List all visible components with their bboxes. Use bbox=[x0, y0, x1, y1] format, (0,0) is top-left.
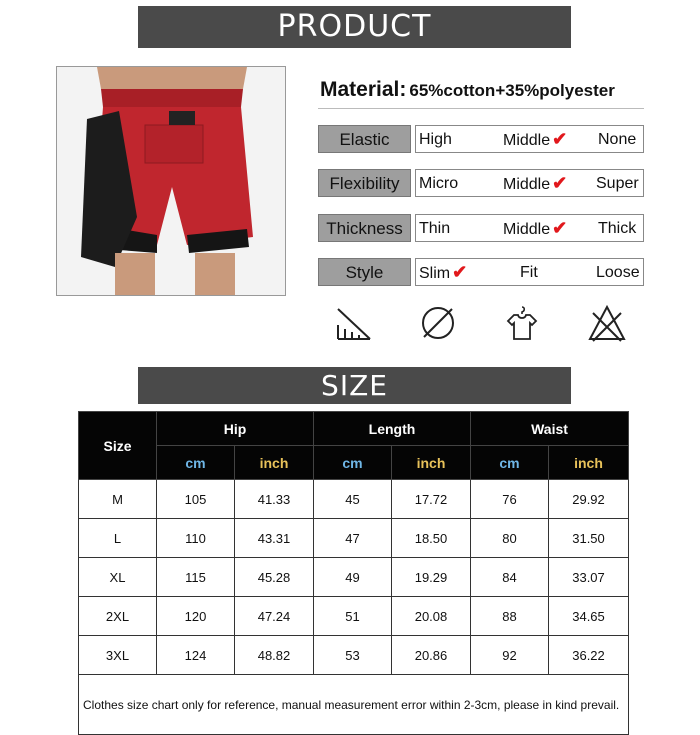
material-line bbox=[320, 78, 615, 102]
option-label: Middle bbox=[503, 176, 551, 193]
table-cell: 49 bbox=[314, 558, 392, 597]
table-cell: 41.33 bbox=[235, 480, 314, 519]
material-label: Material: bbox=[320, 78, 407, 101]
table-cell: 47.24 bbox=[235, 597, 314, 636]
do-not-iron-icon bbox=[587, 303, 627, 343]
option-middle bbox=[503, 215, 567, 243]
table-row bbox=[79, 558, 629, 597]
option-thick: Thick bbox=[598, 220, 637, 237]
table-cell: M bbox=[79, 480, 157, 519]
attr-label-style: Style bbox=[318, 258, 411, 286]
table-cell: 17.72 bbox=[392, 480, 471, 519]
unit-header: inch bbox=[392, 446, 471, 480]
unit-header: inch bbox=[549, 446, 629, 480]
table-cell: 124 bbox=[157, 636, 235, 675]
table-cell: 20.86 bbox=[392, 636, 471, 675]
unit-header: inch bbox=[235, 446, 314, 480]
attr-label-elastic: Elastic bbox=[318, 125, 411, 153]
option-middle bbox=[503, 126, 567, 154]
check-icon: ✔ bbox=[552, 129, 568, 149]
option-thin: Thin bbox=[419, 220, 451, 237]
check-icon: ✔ bbox=[552, 218, 568, 238]
table-cell: 120 bbox=[157, 597, 235, 636]
option-slim bbox=[419, 259, 467, 287]
table-cell: 45 bbox=[314, 480, 392, 519]
attr-row-elastic bbox=[318, 125, 644, 153]
attr-label-flexibility: Flexibility bbox=[318, 169, 411, 197]
attr-label-thickness: Thickness bbox=[318, 214, 411, 242]
table-cell: 105 bbox=[157, 480, 235, 519]
option-super: Super bbox=[596, 175, 639, 192]
table-cell: 29.92 bbox=[549, 480, 629, 519]
attr-options-style bbox=[415, 258, 644, 286]
table-cell: 88 bbox=[471, 597, 549, 636]
table-cell: 2XL bbox=[79, 597, 157, 636]
do-not-bleach-icon bbox=[418, 303, 458, 343]
table-cell: 110 bbox=[157, 519, 235, 558]
table-row bbox=[79, 519, 629, 558]
check-icon: ✔ bbox=[452, 262, 468, 282]
table-cell: 53 bbox=[314, 636, 392, 675]
divider bbox=[318, 108, 644, 109]
option-high: High bbox=[419, 131, 452, 148]
tumble-dry-icon bbox=[334, 303, 374, 343]
attr-options-elastic bbox=[415, 125, 644, 153]
table-cell: 3XL bbox=[79, 636, 157, 675]
table-cell: 80 bbox=[471, 519, 549, 558]
attr-row-flexibility bbox=[318, 169, 644, 197]
product-banner: PRODUCT bbox=[138, 6, 571, 48]
table-cell: 84 bbox=[471, 558, 549, 597]
size-header: Size bbox=[79, 412, 157, 480]
table-cell: 18.50 bbox=[392, 519, 471, 558]
table-cell: 20.08 bbox=[392, 597, 471, 636]
table-row bbox=[79, 636, 629, 675]
size-banner: SIZE bbox=[138, 367, 571, 404]
product-photo bbox=[56, 66, 286, 296]
table-cell: 48.82 bbox=[235, 636, 314, 675]
table-cell: 33.07 bbox=[549, 558, 629, 597]
shorts-illustration bbox=[57, 67, 285, 295]
length-header: Length bbox=[314, 412, 471, 446]
option-fit: Fit bbox=[520, 264, 538, 281]
attr-options-flexibility bbox=[415, 169, 644, 197]
table-cell: 31.50 bbox=[549, 519, 629, 558]
table-cell: 47 bbox=[314, 519, 392, 558]
size-note: Clothes size chart only for reference, manual measurement error within 2-3cm, please in kind prevail. bbox=[79, 675, 629, 735]
option-loose: Loose bbox=[596, 264, 640, 281]
hang-dry-icon bbox=[502, 303, 542, 343]
table-header-row bbox=[79, 412, 629, 446]
table-cell: L bbox=[79, 519, 157, 558]
option-micro: Micro bbox=[419, 175, 459, 192]
table-cell: 19.29 bbox=[392, 558, 471, 597]
waist-header: Waist bbox=[471, 412, 629, 446]
table-cell: 34.65 bbox=[549, 597, 629, 636]
table-cell: 43.31 bbox=[235, 519, 314, 558]
material-value: 65%cotton+35%polyester bbox=[409, 81, 615, 100]
table-cell: 51 bbox=[314, 597, 392, 636]
option-label: Middle bbox=[503, 221, 551, 238]
unit-header-row bbox=[79, 446, 629, 480]
option-none: None bbox=[598, 131, 637, 148]
table-row bbox=[79, 597, 629, 636]
unit-header: cm bbox=[471, 446, 549, 480]
unit-header: cm bbox=[157, 446, 235, 480]
table-cell: 45.28 bbox=[235, 558, 314, 597]
option-middle bbox=[503, 170, 567, 198]
attr-row-style bbox=[318, 258, 644, 286]
table-cell: 36.22 bbox=[549, 636, 629, 675]
note-row bbox=[79, 675, 629, 735]
check-icon: ✔ bbox=[552, 173, 568, 193]
table-cell: XL bbox=[79, 558, 157, 597]
size-chart-table bbox=[78, 411, 629, 735]
table-cell: 115 bbox=[157, 558, 235, 597]
table-row bbox=[79, 480, 629, 519]
table-cell: 92 bbox=[471, 636, 549, 675]
hip-header: Hip bbox=[157, 412, 314, 446]
attr-row-thickness bbox=[318, 214, 644, 242]
table-cell: 76 bbox=[471, 480, 549, 519]
option-label: Slim bbox=[419, 265, 451, 282]
attr-options-thickness bbox=[415, 214, 644, 242]
unit-header: cm bbox=[314, 446, 392, 480]
option-label: Middle bbox=[503, 132, 551, 149]
